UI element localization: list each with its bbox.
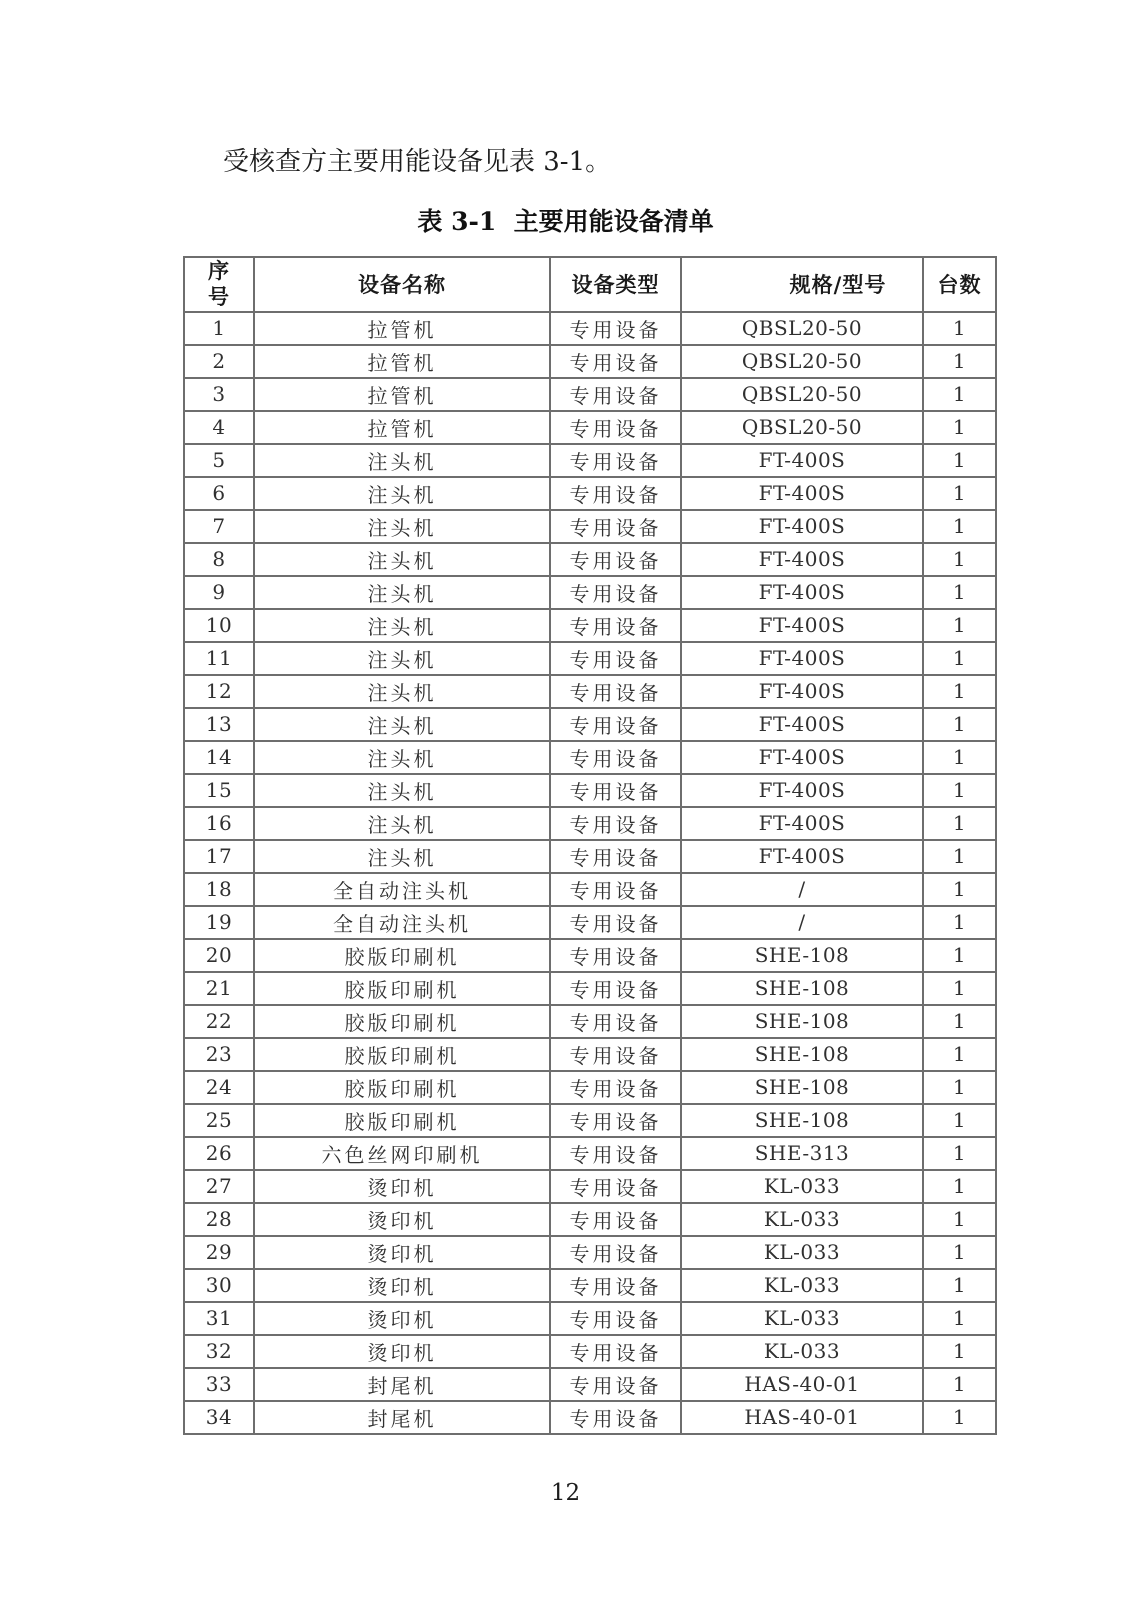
cell-seq: 32 (184, 1335, 254, 1368)
cell-count: 1 (923, 1170, 996, 1203)
cell-name: 注头机 (254, 807, 550, 840)
cell-count: 1 (923, 312, 996, 345)
cell-type: 专用设备 (550, 741, 681, 774)
cell-name: 封尾机 (254, 1368, 550, 1401)
cell-seq: 3 (184, 378, 254, 411)
cell-type: 专用设备 (550, 312, 681, 345)
cell-seq: 6 (184, 477, 254, 510)
cell-type: 专用设备 (550, 708, 681, 741)
cell-spec: SHE-108 (681, 1104, 923, 1137)
table-row (184, 1005, 996, 1038)
cell-spec: SHE-108 (681, 972, 923, 1005)
cell-name: 注头机 (254, 675, 550, 708)
cell-count: 1 (923, 873, 996, 906)
cell-name: 拉管机 (254, 312, 550, 345)
cell-type: 专用设备 (550, 1401, 681, 1434)
cell-name: 烫印机 (254, 1302, 550, 1335)
table-row (184, 1236, 996, 1269)
cell-name: 拉管机 (254, 345, 550, 378)
cell-name: 注头机 (254, 840, 550, 873)
cell-name: 注头机 (254, 444, 550, 477)
cell-name: 胶版印刷机 (254, 1104, 550, 1137)
cell-count: 1 (923, 543, 996, 576)
table-row (184, 807, 996, 840)
cell-seq: 16 (184, 807, 254, 840)
cell-name: 烫印机 (254, 1170, 550, 1203)
cell-type: 专用设备 (550, 1170, 681, 1203)
cell-count: 1 (923, 1071, 996, 1104)
cell-spec: KL-033 (681, 1236, 923, 1269)
cell-seq: 5 (184, 444, 254, 477)
cell-count: 1 (923, 1236, 996, 1269)
cell-seq: 33 (184, 1368, 254, 1401)
cell-spec: / (681, 906, 923, 939)
cell-count: 1 (923, 378, 996, 411)
cell-spec: QBSL20-50 (681, 411, 923, 444)
cell-seq: 14 (184, 741, 254, 774)
table-row (184, 1170, 996, 1203)
table-row (184, 1038, 996, 1071)
cell-count: 1 (923, 807, 996, 840)
cell-seq: 7 (184, 510, 254, 543)
cell-seq: 27 (184, 1170, 254, 1203)
cell-name: 全自动注头机 (254, 906, 550, 939)
cell-seq: 23 (184, 1038, 254, 1071)
cell-type: 专用设备 (550, 1269, 681, 1302)
table-row (184, 1302, 996, 1335)
cell-spec: QBSL20-50 (681, 378, 923, 411)
cell-spec: FT-400S (681, 840, 923, 873)
cell-spec: HAS-40-01 (681, 1368, 923, 1401)
cell-name: 烫印机 (254, 1335, 550, 1368)
cell-name: 胶版印刷机 (254, 972, 550, 1005)
cell-name: 烫印机 (254, 1236, 550, 1269)
table-row (184, 543, 996, 576)
cell-spec: SHE-108 (681, 1005, 923, 1038)
cell-seq: 1 (184, 312, 254, 345)
cell-spec: FT-400S (681, 510, 923, 543)
table-row (184, 477, 996, 510)
cell-spec: KL-033 (681, 1335, 923, 1368)
cell-seq: 30 (184, 1269, 254, 1302)
cell-type: 专用设备 (550, 1236, 681, 1269)
cell-spec: FT-400S (681, 741, 923, 774)
table-row (184, 774, 996, 807)
table-row (184, 1401, 996, 1434)
cell-count: 1 (923, 1269, 996, 1302)
cell-seq: 28 (184, 1203, 254, 1236)
cell-spec: FT-400S (681, 477, 923, 510)
cell-type: 专用设备 (550, 378, 681, 411)
table-row (184, 873, 996, 906)
cell-count: 1 (923, 411, 996, 444)
cell-name: 全自动注头机 (254, 873, 550, 906)
cell-count: 1 (923, 345, 996, 378)
table-row (184, 444, 996, 477)
cell-seq: 26 (184, 1137, 254, 1170)
cell-seq: 11 (184, 642, 254, 675)
table-row (184, 972, 996, 1005)
cell-type: 专用设备 (550, 1038, 681, 1071)
cell-spec: FT-400S (681, 708, 923, 741)
cell-count: 1 (923, 906, 996, 939)
cell-name: 注头机 (254, 708, 550, 741)
cell-seq: 22 (184, 1005, 254, 1038)
cell-spec: KL-033 (681, 1170, 923, 1203)
cell-seq: 21 (184, 972, 254, 1005)
cell-type: 专用设备 (550, 1203, 681, 1236)
cell-type: 专用设备 (550, 1335, 681, 1368)
cell-type: 专用设备 (550, 444, 681, 477)
header-row (184, 257, 996, 312)
cell-seq: 19 (184, 906, 254, 939)
table-row (184, 312, 996, 345)
cell-spec: QBSL20-50 (681, 345, 923, 378)
cell-type: 专用设备 (550, 576, 681, 609)
cell-type: 专用设备 (550, 873, 681, 906)
cell-seq: 34 (184, 1401, 254, 1434)
cell-spec: KL-033 (681, 1203, 923, 1236)
header-spec: 规格/型号 (681, 257, 923, 312)
header-seq-label: 序号 (207, 258, 230, 310)
table-row (184, 939, 996, 972)
table-title: 表 3-1 主要用能设备清单 (417, 207, 714, 236)
cell-spec: / (681, 873, 923, 906)
cell-count: 1 (923, 1335, 996, 1368)
cell-name: 烫印机 (254, 1203, 550, 1236)
cell-spec: FT-400S (681, 807, 923, 840)
table-row (184, 1104, 996, 1137)
cell-count: 1 (923, 1104, 996, 1137)
cell-spec: HAS-40-01 (681, 1401, 923, 1434)
cell-count: 1 (923, 1137, 996, 1170)
cell-type: 专用设备 (550, 807, 681, 840)
cell-seq: 10 (184, 609, 254, 642)
cell-spec: FT-400S (681, 642, 923, 675)
cell-spec: SHE-108 (681, 1071, 923, 1104)
cell-type: 专用设备 (550, 1368, 681, 1401)
cell-seq: 24 (184, 1071, 254, 1104)
cell-count: 1 (923, 741, 996, 774)
table-row (184, 1071, 996, 1104)
cell-type: 专用设备 (550, 972, 681, 1005)
cell-name: 烫印机 (254, 1269, 550, 1302)
cell-spec: SHE-108 (681, 939, 923, 972)
cell-count: 1 (923, 642, 996, 675)
cell-spec: FT-400S (681, 543, 923, 576)
header-type: 设备类型 (550, 257, 681, 312)
cell-type: 专用设备 (550, 774, 681, 807)
cell-seq: 13 (184, 708, 254, 741)
cell-type: 专用设备 (550, 1302, 681, 1335)
cell-count: 1 (923, 1302, 996, 1335)
cell-type: 专用设备 (550, 642, 681, 675)
cell-name: 封尾机 (254, 1401, 550, 1434)
cell-count: 1 (923, 1203, 996, 1236)
cell-type: 专用设备 (550, 345, 681, 378)
cell-seq: 2 (184, 345, 254, 378)
cell-spec: FT-400S (681, 774, 923, 807)
cell-spec: FT-400S (681, 675, 923, 708)
cell-type: 专用设备 (550, 1137, 681, 1170)
table-row (184, 1137, 996, 1170)
cell-type: 专用设备 (550, 477, 681, 510)
cell-type: 专用设备 (550, 543, 681, 576)
cell-spec: SHE-313 (681, 1137, 923, 1170)
equipment-table-header (184, 257, 996, 312)
cell-count: 1 (923, 675, 996, 708)
table-row (184, 642, 996, 675)
cell-name: 注头机 (254, 576, 550, 609)
cell-seq: 29 (184, 1236, 254, 1269)
cell-type: 专用设备 (550, 609, 681, 642)
cell-name: 注头机 (254, 642, 550, 675)
cell-name: 注头机 (254, 774, 550, 807)
table-row (184, 510, 996, 543)
cell-spec: FT-400S (681, 576, 923, 609)
cell-count: 1 (923, 1401, 996, 1434)
cell-seq: 12 (184, 675, 254, 708)
equipment-table (183, 256, 997, 1435)
cell-count: 1 (923, 774, 996, 807)
table-row (184, 1368, 996, 1401)
cell-name: 注头机 (254, 609, 550, 642)
cell-type: 专用设备 (550, 939, 681, 972)
cell-seq: 17 (184, 840, 254, 873)
cell-type: 专用设备 (550, 1071, 681, 1104)
cell-type: 专用设备 (550, 1005, 681, 1038)
table-row (184, 675, 996, 708)
cell-count: 1 (923, 708, 996, 741)
table-row (184, 708, 996, 741)
cell-count: 1 (923, 840, 996, 873)
cell-type: 专用设备 (550, 411, 681, 444)
cell-name: 胶版印刷机 (254, 939, 550, 972)
cell-type: 专用设备 (550, 510, 681, 543)
cell-type: 专用设备 (550, 675, 681, 708)
cell-name: 注头机 (254, 741, 550, 774)
cell-seq: 4 (184, 411, 254, 444)
header-name: 设备名称 (254, 257, 550, 312)
cell-seq: 15 (184, 774, 254, 807)
cell-spec: SHE-108 (681, 1038, 923, 1071)
cell-name: 拉管机 (254, 378, 550, 411)
cell-seq: 9 (184, 576, 254, 609)
cell-name: 胶版印刷机 (254, 1005, 550, 1038)
cell-type: 专用设备 (550, 1104, 681, 1137)
page-number: 12 (550, 1480, 581, 1506)
cell-count: 1 (923, 609, 996, 642)
cell-name: 胶版印刷机 (254, 1071, 550, 1104)
cell-spec: FT-400S (681, 609, 923, 642)
cell-seq: 18 (184, 873, 254, 906)
cell-seq: 25 (184, 1104, 254, 1137)
table-row (184, 1269, 996, 1302)
cell-seq: 20 (184, 939, 254, 972)
table-row (184, 906, 996, 939)
header-count: 台数 (923, 257, 996, 312)
cell-name: 注头机 (254, 510, 550, 543)
cell-name: 拉管机 (254, 411, 550, 444)
equipment-table-body (184, 312, 996, 1434)
cell-spec: KL-033 (681, 1269, 923, 1302)
cell-count: 1 (923, 1005, 996, 1038)
cell-spec: FT-400S (681, 444, 923, 477)
cell-count: 1 (923, 477, 996, 510)
cell-name: 注头机 (254, 543, 550, 576)
cell-name: 胶版印刷机 (254, 1038, 550, 1071)
cell-spec: QBSL20-50 (681, 312, 923, 345)
cell-type: 专用设备 (550, 906, 681, 939)
cell-name: 六色丝网印刷机 (254, 1137, 550, 1170)
cell-type: 专用设备 (550, 840, 681, 873)
header-seq (184, 257, 254, 312)
cell-count: 1 (923, 972, 996, 1005)
cell-count: 1 (923, 1038, 996, 1071)
table-row (184, 741, 996, 774)
cell-spec: KL-033 (681, 1302, 923, 1335)
cell-count: 1 (923, 510, 996, 543)
table-row (184, 1335, 996, 1368)
cell-count: 1 (923, 444, 996, 477)
table-row (184, 609, 996, 642)
cell-count: 1 (923, 939, 996, 972)
cell-seq: 8 (184, 543, 254, 576)
table-row (184, 576, 996, 609)
cell-name: 注头机 (254, 477, 550, 510)
table-row (184, 1203, 996, 1236)
table-row (184, 378, 996, 411)
table-row (184, 345, 996, 378)
cell-count: 1 (923, 576, 996, 609)
table-row (184, 411, 996, 444)
cell-count: 1 (923, 1368, 996, 1401)
cell-seq: 31 (184, 1302, 254, 1335)
table-row (184, 840, 996, 873)
intro-paragraph: 受核查方主要用能设备见表 3-1。 (223, 147, 612, 177)
